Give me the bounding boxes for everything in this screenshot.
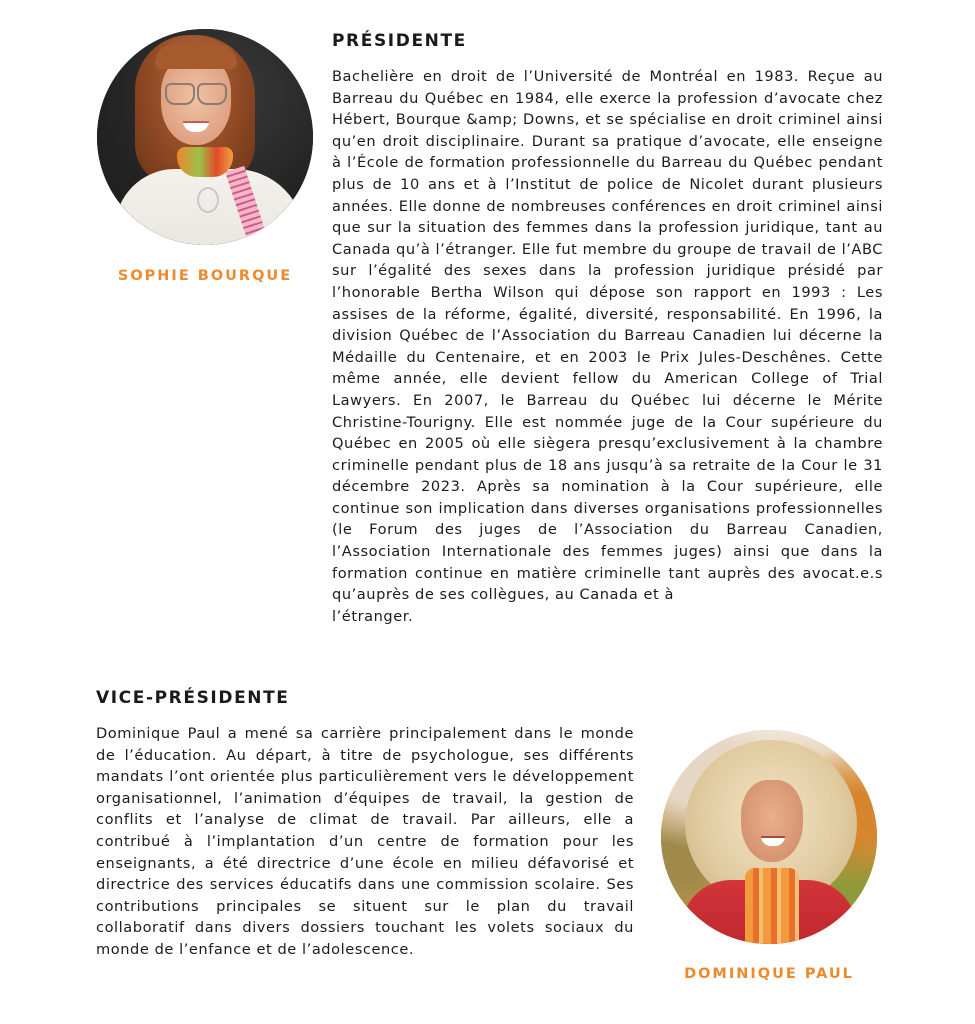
vice-president-bio: [96, 723, 634, 961]
dominique-paul-portrait: [661, 730, 877, 944]
vice-president-bio-paragraph: Dominique Paul a mené sa carrière principalement dans le monde de l’éducation. Au départ, à titre de psychologue, ses différents mandats l’ont orientée plus particulièrement vers le développement organisationnel, l’animation d’équipes de travail, la gestion de conflits et l’analyse de climat de travail. Par ailleurs, elle a contribué à l’implantation d’un centre de formation pour les enseignants, a été directrice d’une école en milieu défavorisé et directrice des services éducatifs dans une commission scolaire. Ses contributions principales se situent sur le plan du travail collaboratif dans divers dossiers touchant les volets sociaux du monde de l’enfance et de l’adolescence.: [96, 725, 634, 958]
president-name: SOPHIE BOURQUE: [117, 268, 293, 284]
vice-president-name: DOMINIQUE PAUL: [684, 966, 854, 982]
vice-president-role-title: VICE-PRÉSIDENTE: [96, 688, 290, 708]
president-bio-ending: l’étranger.: [332, 607, 414, 625]
glasses-icon: [165, 83, 195, 105]
sophie-bourque-portrait: [97, 29, 313, 245]
president-bio-paragraph: Bachelière en droit de l’Université de Montréal en 1983. Reçue au Barreau du Québec en 1984, elle exerce la profession d’avocate chez Hébert, Bourque &amp; Downs, et se spécialise en droit criminel ainsi qu’en droit disciplinaire. Durant sa pratique d’avocate, elle enseigne à l’École de formation professionnelle du Barreau du Québec pendant plus de 10 ans et à l’Institut de police de Nicolet durant plusieurs années. Elle donne de nombreuses conférences en droit criminel ainsi que sur la situation des femmes dans la profession juridique, tant au Canada qu’à l’étranger. Elle fut membre du groupe de travail de l’ABC sur l’égalité des sexes dans la profession juridique présidé par l’honorable Bertha Wilson qui dépose son rapport en 1993 : Les assises de la réforme, égalité, diversité, responsabilité. En 1996, la division Québec de l’Association du Barreau Canadien lui décerne la Médaille du Centenaire, et en 2003 le Prix Jules-Deschênes. Cette même année, elle devient fellow du American College of Trial Lawyers. En 2007, le Barreau du Québec lui décerne le Mérite Christine-Tourigny. Elle est nommée juge de la Cour supérieure du Québec en 2005 où elle siègera presqu’exclusivement à la chambre criminelle pendant plus de 18 ans jusqu’à sa retraite de la Cour le 31 décembre 2023. Après sa nomination à la Cour supérieure, elle continue son implication dans diverses organisations professionnelles (le Forum des juges de l’Association du Barreau Canadien, l’Association Internationale des femmes juges) ainsi que dans la formation continue en matière criminelle tant auprès des avocat.e.s qu’auprès de ses collègues, au Canada et à: [332, 68, 883, 604]
president-bio: [332, 66, 883, 627]
president-role-title: PRÉSIDENTE: [332, 31, 467, 51]
